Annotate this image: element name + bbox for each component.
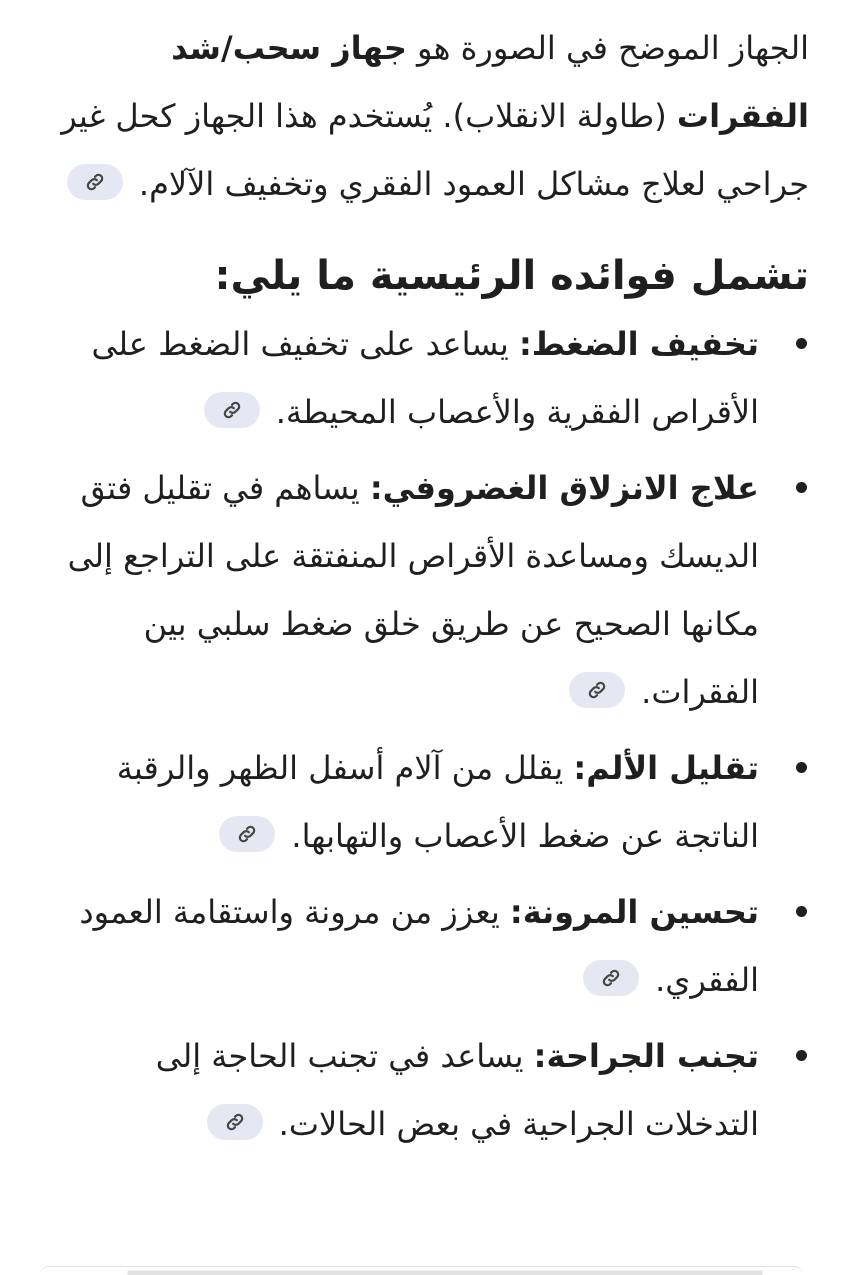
link-icon bbox=[224, 1111, 246, 1133]
bullet-dot bbox=[796, 338, 807, 349]
benefit-item-pain-reduction bbox=[39, 734, 809, 870]
source-link-button[interactable] bbox=[67, 164, 123, 200]
bullet-dot bbox=[796, 482, 807, 493]
intro-paragraph bbox=[39, 14, 809, 218]
bullet-dot bbox=[796, 762, 807, 773]
source-link-button[interactable] bbox=[569, 672, 625, 708]
benefits-heading: تشمل فوائده الرئيسية ما يلي: bbox=[214, 253, 809, 299]
source-link-button[interactable] bbox=[204, 392, 260, 428]
bullet-dot bbox=[796, 1050, 807, 1061]
link-icon bbox=[600, 967, 622, 989]
benefit-item-herniated-disc bbox=[39, 454, 809, 726]
link-icon bbox=[221, 399, 243, 421]
benefit-text: يعزز من مرونة واستقامة العمود الفقري. bbox=[79, 893, 759, 999]
benefit-text: يساعد على تخفيف الضغط على الأقراص الفقرية والأعصاب المحيطة. bbox=[91, 325, 759, 431]
source-link-button[interactable] bbox=[583, 960, 639, 996]
link-icon bbox=[236, 823, 258, 845]
benefit-text: يساعد في تجنب الحاجة إلى التدخلات الجراحية في بعض الحالات. bbox=[155, 1037, 759, 1143]
link-icon bbox=[586, 679, 608, 701]
benefit-item-avoid-surgery bbox=[39, 1022, 809, 1158]
benefit-text: يساهم في تقليل فتق الديسك ومساعدة الأقراص المنفتقة على التراجع إلى مكانها الصحيح عن طريق خلق ضغط سلبي بين الفقرات. bbox=[67, 469, 759, 711]
bullet-dot bbox=[796, 906, 807, 917]
benefit-item-pressure-relief bbox=[39, 310, 809, 446]
benefits-list bbox=[39, 310, 809, 1158]
benefit-term: تجنب الجراحة: bbox=[533, 1037, 759, 1075]
intro-text-before: الجهاز الموضح في الصورة هو bbox=[406, 29, 809, 67]
link-icon bbox=[84, 171, 106, 193]
intro-text-after: (طاولة الانقلاب). يُستخدم هذا الجهاز كحل غير جراحي لعلاج مشاكل العمود الفقري وتخفيف الآلام. bbox=[61, 97, 809, 203]
benefit-term: تقليل الألم: bbox=[573, 749, 759, 787]
source-link-button[interactable] bbox=[207, 1104, 263, 1140]
source-link-button[interactable] bbox=[219, 816, 275, 852]
benefit-text: يقلل من آلام أسفل الظهر والرقبة الناتجة عن ضغط الأعصاب والتهابها. bbox=[116, 749, 759, 855]
device-name: جهاز سحب/شد الفقرات bbox=[171, 29, 809, 135]
benefit-item-flexibility bbox=[39, 878, 809, 1014]
benefit-term: تخفيف الضغط: bbox=[518, 325, 759, 363]
benefit-term: علاج الانزلاق الغضروفي: bbox=[369, 469, 759, 507]
input-panel-edge bbox=[40, 1266, 803, 1275]
response-content bbox=[39, 14, 809, 1166]
benefit-term: تحسين المرونة: bbox=[509, 893, 759, 931]
